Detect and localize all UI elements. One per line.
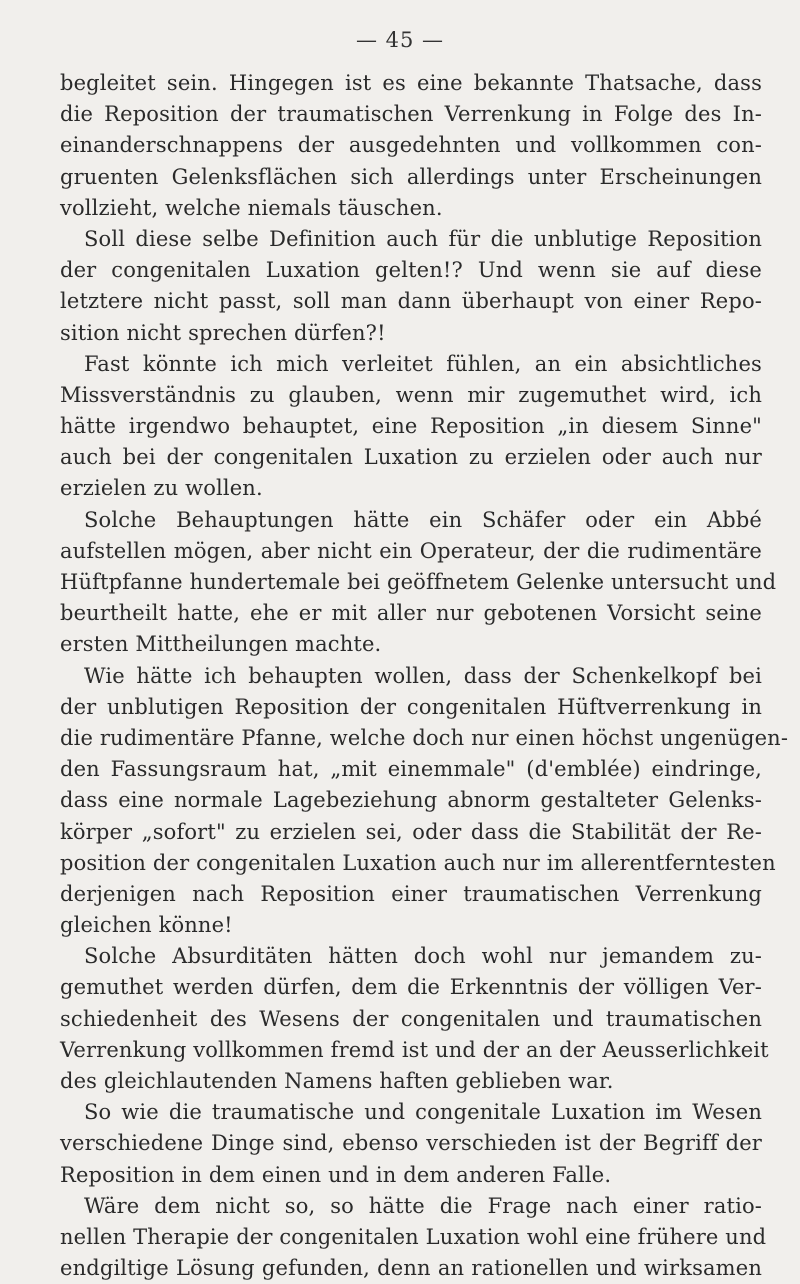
text-line: verschiedene Dinge sind, ebenso verschieden ist der Begriff der — [60, 1131, 762, 1156]
text-line: vollzieht, welche niemals täuschen. — [60, 195, 443, 220]
text-line: gemuthet werden dürfen, dem die Erkenntnis der völligen Ver- — [60, 975, 762, 1000]
text-line: körper „sofort" zu erzielen sei, oder dass die Stabilität der Re- — [60, 819, 762, 844]
text-line: Wie hätte ich behaupten wollen, dass der Schenkelkopf bei — [84, 663, 762, 688]
text-line: schiedenheit des Wesens der congenitalen und traumatischen — [60, 1006, 762, 1031]
text-line: nellen Therapie der congenitalen Luxation wohl eine frühere und — [60, 1224, 767, 1249]
text-line: einanderschnappens der ausgedehnten und vollkommen con- — [60, 133, 762, 158]
text-line: aufstellen mögen, aber nicht ein Operateur, der die rudimentäre — [60, 538, 762, 563]
page-number: — 45 — — [355, 28, 445, 52]
text-line: Hüftpfanne hundertemale bei geöffnetem Gelenke untersucht und — [60, 570, 777, 594]
text-line: endgiltige Lösung gefunden, denn an rationellen und wirksamen — [60, 1256, 762, 1281]
text-line: Missverständnis zu glauben, wenn mir zugemuthet wird, ich — [60, 382, 762, 407]
text-line: der congenitalen Luxation gelten!? Und wenn sie auf diese — [60, 258, 762, 283]
text-line: beurtheilt hatte, ehe er mit aller nur gebotenen Vorsicht seine — [60, 601, 762, 626]
text-line: Solche Behauptungen hätte ein Schäfer oder ein Abbé — [84, 507, 762, 532]
text-line: auch bei der congenitalen Luxation zu erzielen oder auch nur — [60, 445, 762, 470]
text-line: dass eine normale Lagebeziehung abnorm gestalteter Gelenks- — [60, 788, 762, 813]
text-line: der unblutigen Reposition der congenitalen Hüftverrenkung in — [60, 694, 762, 719]
text-line: hätte irgendwo behauptet, eine Reposition „in diesem Sinne" — [60, 414, 762, 439]
text-line: Solche Absurditäten hätten doch wohl nur jemandem zu- — [84, 944, 762, 969]
text-line: gleichen könne! — [60, 913, 233, 938]
text-line: So wie die traumatische und congenitale Luxation im Wesen — [84, 1100, 762, 1125]
text-line: Verrenkung vollkommen fremd ist und der an der Aeusserlichkeit — [60, 1037, 769, 1062]
text-line: begleitet sein. Hingegen ist es eine bekannte Thatsache, dass — [60, 71, 762, 95]
text-line: Soll diese selbe Definition auch für die unblutige Reposition — [84, 226, 762, 251]
body-text — [60, 68, 789, 1284]
text-line: die Reposition der traumatischen Verrenkung in Folge des In- — [60, 102, 762, 127]
text-line: letztere nicht passt, soll man dann überhaupt von einer Repo- — [60, 289, 762, 314]
text-line: position der congenitalen Luxation auch nur im allerentferntesten — [60, 850, 776, 875]
text-line: ersten Mittheilungen machte. — [60, 632, 382, 657]
text-line: Wäre dem nicht so, so hätte die Frage nach einer ratio- — [84, 1193, 762, 1218]
text-line: gruenten Gelenksflächen sich allerdings unter Erscheinungen — [60, 164, 762, 189]
text-line: des gleichlautenden Namens haften geblieben war. — [60, 1069, 614, 1093]
text-line: erzielen zu wollen. — [60, 476, 263, 501]
text-line: den Fassungsraum hat, „mit einemmale" (d'emblée) eindringe, — [60, 757, 762, 782]
text-line: Reposition in dem einen und in dem anderen Falle. — [60, 1162, 612, 1187]
text-line: die rudimentäre Pfanne, welche doch nur einen höchst ungenügen- — [60, 725, 789, 750]
text-line: derjenigen nach Reposition einer traumatischen Verrenkung — [60, 881, 762, 906]
text-line: Fast könnte ich mich verleitet fühlen, an ein absichtliches — [84, 351, 762, 376]
text-line: sition nicht sprechen dürfen?! — [60, 320, 386, 345]
